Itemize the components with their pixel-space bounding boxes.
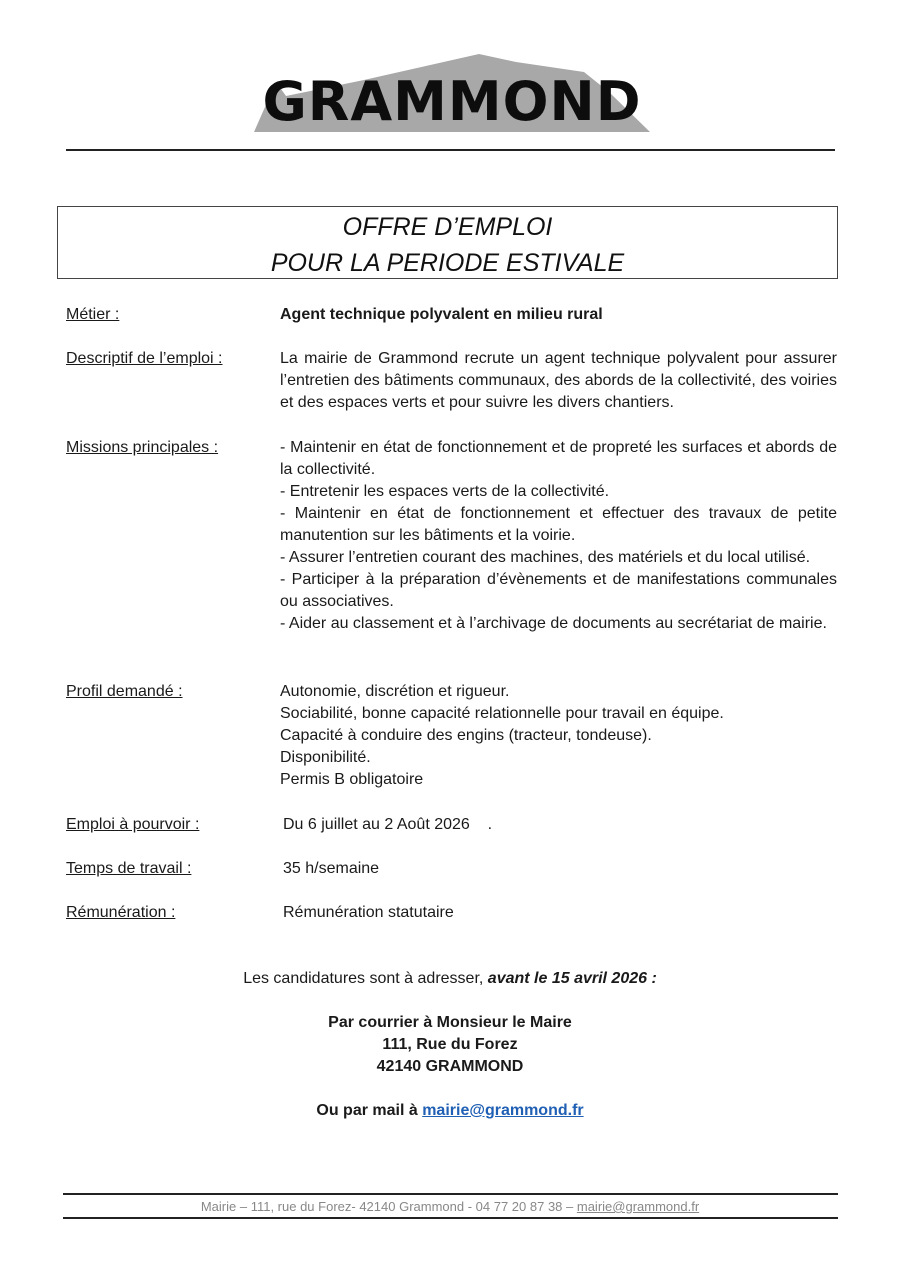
address-line: 42140 GRAMMOND [376,1058,524,1075]
field-value-remuneration: Rémunération statutaire [283,904,454,921]
missions-list [280,437,837,635]
footer-bottom-rule [63,1217,838,1219]
email-link[interactable]: mairie@grammond.fr [422,1102,584,1119]
profil-item: Sociabilité, bonne capacité relationnelle pour travail en équipe. [280,705,724,722]
application-deadline: avant le 15 avril 2026 : [487,970,657,987]
mission-item: - Maintenir en état de fonctionnement et effectuer des travaux de petite manutention sur les bâtiments et la voirie. [280,505,837,544]
field-value-metier: Agent technique polyvalent en milieu rural [280,306,603,323]
offer-title-line1: OFFRE D’EMPLOI [342,213,553,241]
offer-title-line2: POUR LA PERIODE ESTIVALE [270,249,625,277]
field-label-descriptif: Descriptif de l’emploi : [66,350,223,367]
mission-item: - Aider au classement et à l’archivage de documents au secrétariat de mairie. [280,615,827,632]
field-value-temps: 35 h/semaine [283,860,380,877]
logo-text: GRAMMOND [262,70,642,133]
profil-item: Autonomie, discrétion et rigueur. [280,683,510,700]
address-line: 111, Rue du Forez [382,1036,518,1053]
profil-item: Permis B obligatoire [280,771,424,788]
mission-item: - Entretenir les espaces verts de la collectivité. [280,483,610,500]
field-value-emploi: Du 6 juillet au 2 Août 2026 . [283,816,493,833]
footer-text: Mairie – 111, rue du Forez- 42140 Grammond - 04 77 20 87 38 – [200,1199,574,1214]
postal-address [0,1012,900,1078]
field-label-profil: Profil demandé : [66,683,183,700]
mail-prefix: Ou par mail à [316,1102,418,1119]
application-intro-text: Les candidatures sont à adresser, [243,970,484,987]
field-label-missions: Missions principales : [66,439,219,456]
mission-item: - Maintenir en état de fonctionnement et de propreté les surfaces et abords de la collectivité. [280,439,837,478]
footer-email-link[interactable]: mairie@grammond.fr [576,1199,700,1214]
profil-item: Disponibilité. [280,749,371,766]
field-value-descriptif: La mairie de Grammond recrute un agent technique polyvalent pour assurer l’entretien des bâtiments communaux, des abords de la collectivité, des voiries et des espaces verts et pour suivre les divers chantiers. [280,350,837,411]
mission-item: - Participer à la préparation d’évènements et de manifestations communales ou associatives. [280,571,837,610]
profil-list [280,681,837,791]
grammond-logo [254,52,650,134]
profil-item: Capacité à conduire des engins (tracteur, tondeuse). [280,727,652,744]
field-label-remuneration: Rémunération : [66,904,176,921]
address-line: Par courrier à Monsieur le Maire [328,1014,572,1031]
mission-item: - Assurer l’entretien courant des machines, des matériels et du local utilisé. [280,549,811,566]
footer-top-rule [63,1193,838,1195]
field-label-emploi: Emploi à pourvoir : [66,816,200,833]
field-label-temps: Temps de travail : [66,860,192,877]
application-intro [0,968,900,990]
mail-line [0,1100,900,1122]
header-divider [66,149,835,151]
footer [0,1198,900,1216]
field-label-metier: Métier : [66,306,120,323]
offer-title-box [57,206,838,279]
